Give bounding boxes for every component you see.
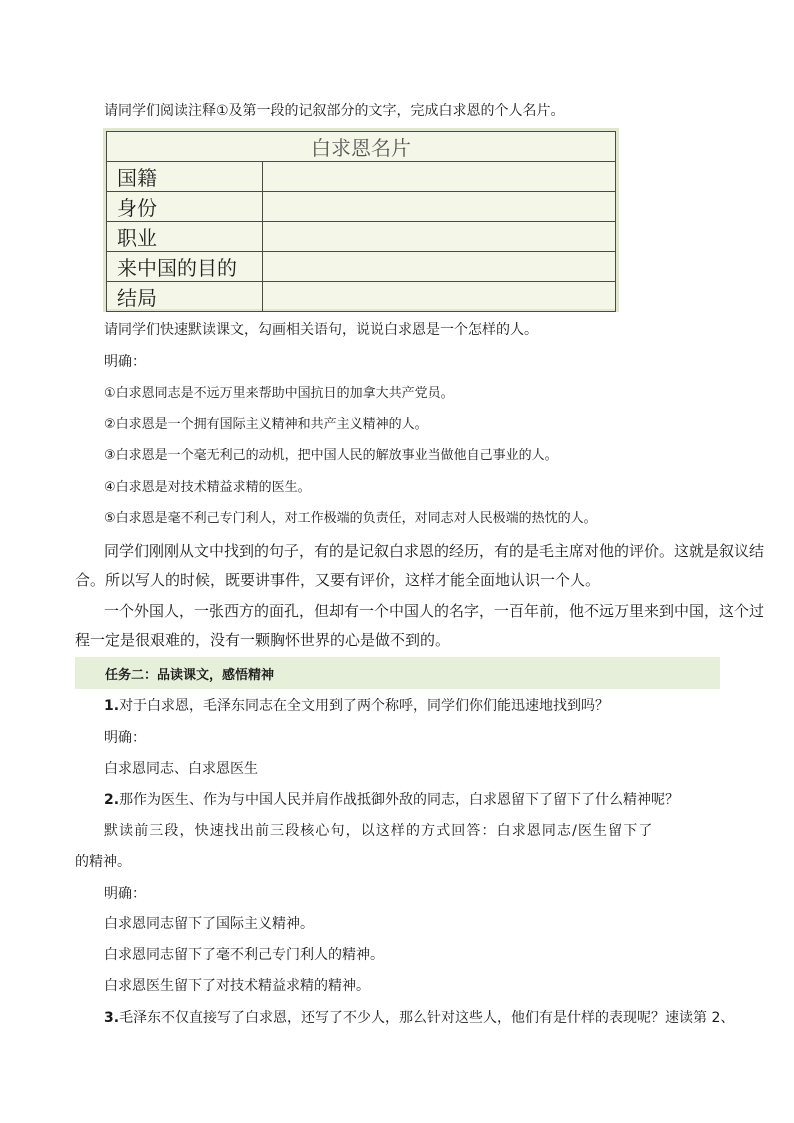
card-title: 白求恩名片 <box>107 132 616 162</box>
card-row-identity: 身份 <box>107 192 263 222</box>
point-4: ④白求恩是对技术精益求精的医生。 <box>104 480 311 495</box>
answer-1: 白求恩同志、白求恩医生 <box>104 761 258 777</box>
intro-text: 请同学们阅读注释①及第一段的记叙部分的文字，完成白求恩的个人名片。 <box>104 103 565 119</box>
answer-2-item-1: 白求恩同志留下了国际主义精神。 <box>104 916 314 932</box>
card-row-nationality: 国籍 <box>107 162 263 192</box>
question-2 <box>104 790 679 810</box>
para1-line2: 合。所以写人的时候，既要讲事件，又要有评价，这样才能全面地认识一个人。 <box>75 571 601 589</box>
card-cell-empty <box>263 162 616 192</box>
question-3-number: 3. <box>104 1010 120 1026</box>
question-3-text: 毛泽东不仅直接写了白求恩，还写了不少人，那么针对这些人，他们有是什样的表现呢？速读第 2、 <box>119 1010 735 1026</box>
question-1-text: 对于白求恩，毛泽东同志在全文用到了两个称呼，同学们你们能迅速地找到吗？ <box>119 698 610 714</box>
point-1: ①白求恩同志是不远万里来帮助中国抗日的加拿大共产党员。 <box>104 386 454 401</box>
read-prompt: 请同学们快速默读课文，勾画相关语句，说说白求恩是一个怎样的人。 <box>104 322 538 338</box>
point-3: ③白求恩是一个毫无利己的动机，把中国人民的解放事业当做他自己事业的人。 <box>104 448 558 463</box>
q2-instruction-line1: 默读前三段，快速找出前三段核心句，以这样的方式回答：白求恩同志/医生留下了 <box>104 823 654 839</box>
mingque-label-3: 明确： <box>104 886 146 902</box>
question-1 <box>104 696 609 716</box>
task-two-heading-bar <box>75 657 720 689</box>
card-row-ending: 结局 <box>107 282 263 312</box>
question-3 <box>104 1008 734 1028</box>
answer-2-item-3: 白求恩医生留下了对技术精益求精的精神。 <box>104 978 370 994</box>
card-row-occupation: 职业 <box>107 222 263 252</box>
para2-line1: 一个外国人，一张西方的面孔，但却有一个中国人的名字，一百年前，他不远万里来到中国，这个过 <box>104 602 765 620</box>
card-cell-empty <box>263 282 616 312</box>
q2-instruction-line2: 的精神。 <box>75 854 131 870</box>
card-cell-empty <box>263 252 616 282</box>
name-card-table <box>103 128 619 312</box>
question-2-number: 2. <box>104 792 120 808</box>
question-1-number: 1. <box>104 698 120 714</box>
answer-2-item-2: 白求恩同志留下了毫不利己专门利人的精神。 <box>104 947 384 963</box>
card-row-purpose: 来中国的目的 <box>107 252 263 282</box>
task-two-heading: 任务二：品读课文，感悟精神 <box>105 668 275 683</box>
point-2: ②白求恩是一个拥有国际主义精神和共产主义精神的人。 <box>104 417 428 432</box>
para1-line1: 同学们刚刚从文中找到的句子，有的是记叙白求恩的经历，有的是毛主席对他的评价。这就是叙议结 <box>104 542 765 560</box>
mingque-label-2: 明确： <box>104 730 146 746</box>
card-cell-empty <box>263 192 616 222</box>
mingque-label: 明确： <box>104 354 146 370</box>
question-2-text: 那作为医生、作为与中国人民并肩作战抵御外敌的同志，白求恩留下了留下了什么精神呢？ <box>119 792 680 808</box>
point-5: ⑤白求恩是毫不利己专门利人，对工作极端的负责任，对同志对人民极端的热忱的人。 <box>104 511 597 526</box>
para2-line2: 程一定是很艰难的，没有一颗胸怀世界的心是做不到的。 <box>75 631 451 649</box>
card-cell-empty <box>263 222 616 252</box>
